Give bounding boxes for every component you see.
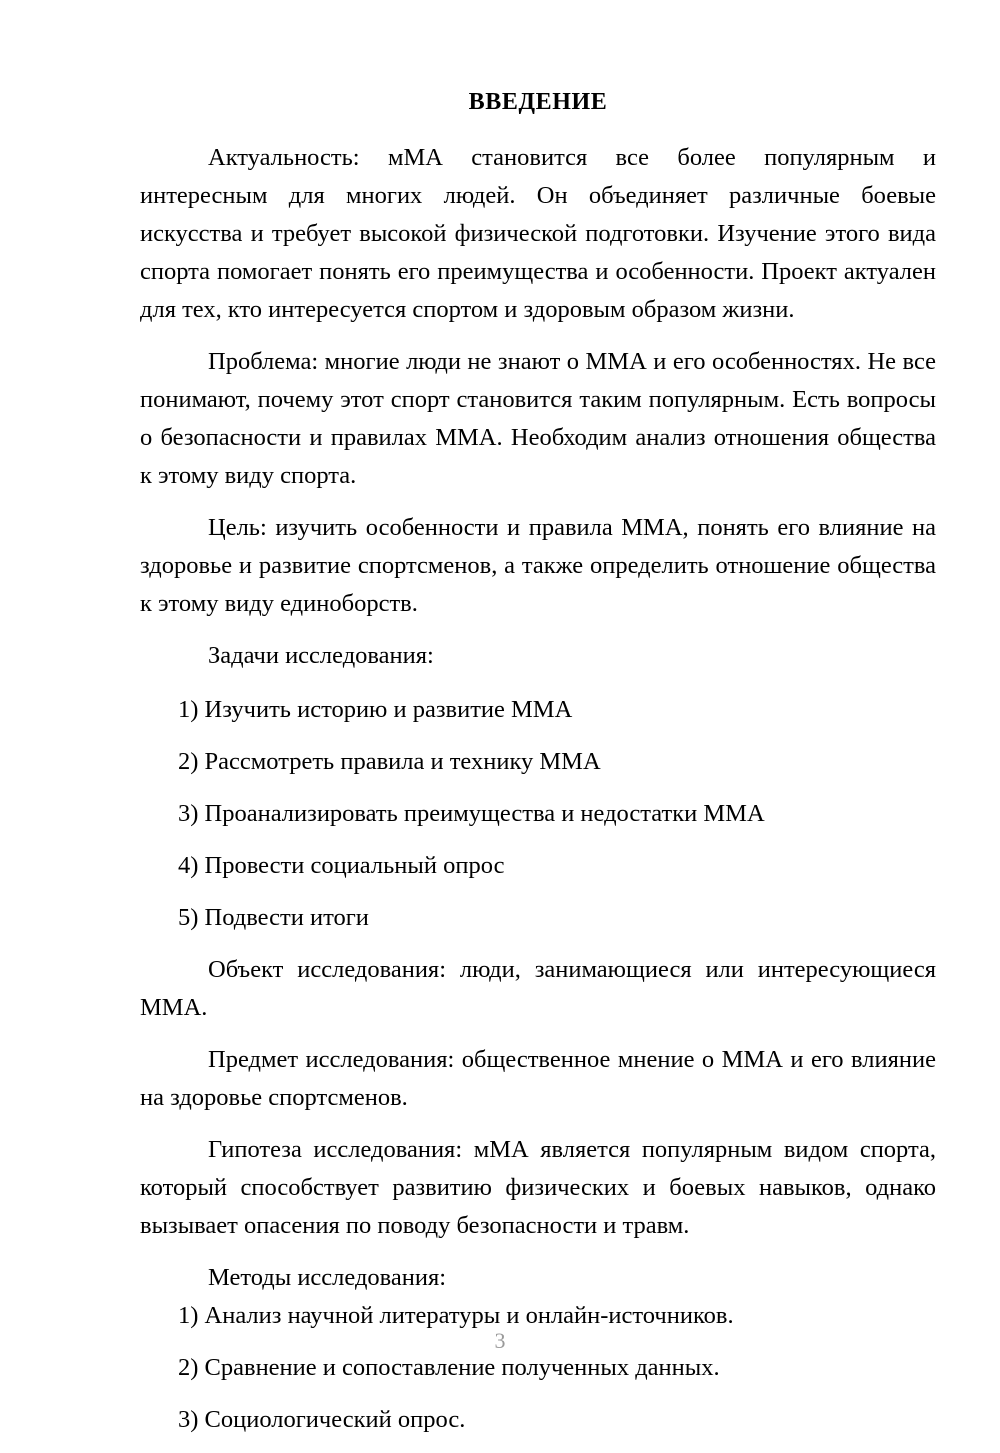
list-item: 3) Проанализировать преимущества и недостатки ММА [178,799,765,827]
paragraph-goal: Цель: изучить особенности и правила ММА, понять его влияние на здоровье и развитие спортсменов, а также определить отношение общества к этому виду единоборств. [140,513,936,617]
page-content [140,88,936,1453]
list-item: 4) Провести социальный опрос [178,851,505,879]
paragraph-problem: Проблема: многие люди не знают о ММА и его особенностях. Не все понимают, почему этот спорт становится таким популярным. Есть вопросы о безопасности и правилах ММА. Необходим анализ отношения общества к этому виду спорта. [140,347,936,489]
list-item: 2) Сравнение и сопоставление полученных данных. [178,1353,720,1381]
paragraph-hypothesis: Гипотеза исследования: мМА является популярным видом спорта, который способствует развитию физических и боевых навыков, однако вызывает опасения по поводу безопасности и травм. [140,1135,936,1239]
tasks-list [140,691,936,937]
list-item: 2) Рассмотреть правила и технику ММА [178,747,601,775]
paragraph-object: Объект исследования: люди, занимающиеся или интересующиеся ММА. [140,955,936,1021]
paragraph-subject: Предмет исследования: общественное мнение о ММА и его влияние на здоровье спортсменов. [140,1045,936,1111]
page-title: ВВЕДЕНИЕ [468,89,608,115]
list-item: 5) Подвести итоги [178,903,369,931]
list-item: 3) Социологический опрос. [178,1405,466,1433]
tasks-heading: Задачи исследования: [208,641,434,669]
methods-heading: Методы исследования: [208,1263,447,1291]
methods-list [140,1297,936,1439]
paragraph-relevance: Актуальность: мМА становится все более популярным и интересным для многих людей. Он объединяет различные боевые искусства и требует высокой физической подготовки. Изучение этого вида спорта помогает понять его преимущества и особенности. Проект актуален для тех, кто интересуется спортом и здоровым образом жизни. [140,143,936,323]
page-number: 3 [494,1328,506,1353]
list-item: 1) Изучить историю и развитие ММА [178,695,573,723]
list-item: 1) Анализ научной литературы и онлайн-источников. [178,1301,734,1329]
